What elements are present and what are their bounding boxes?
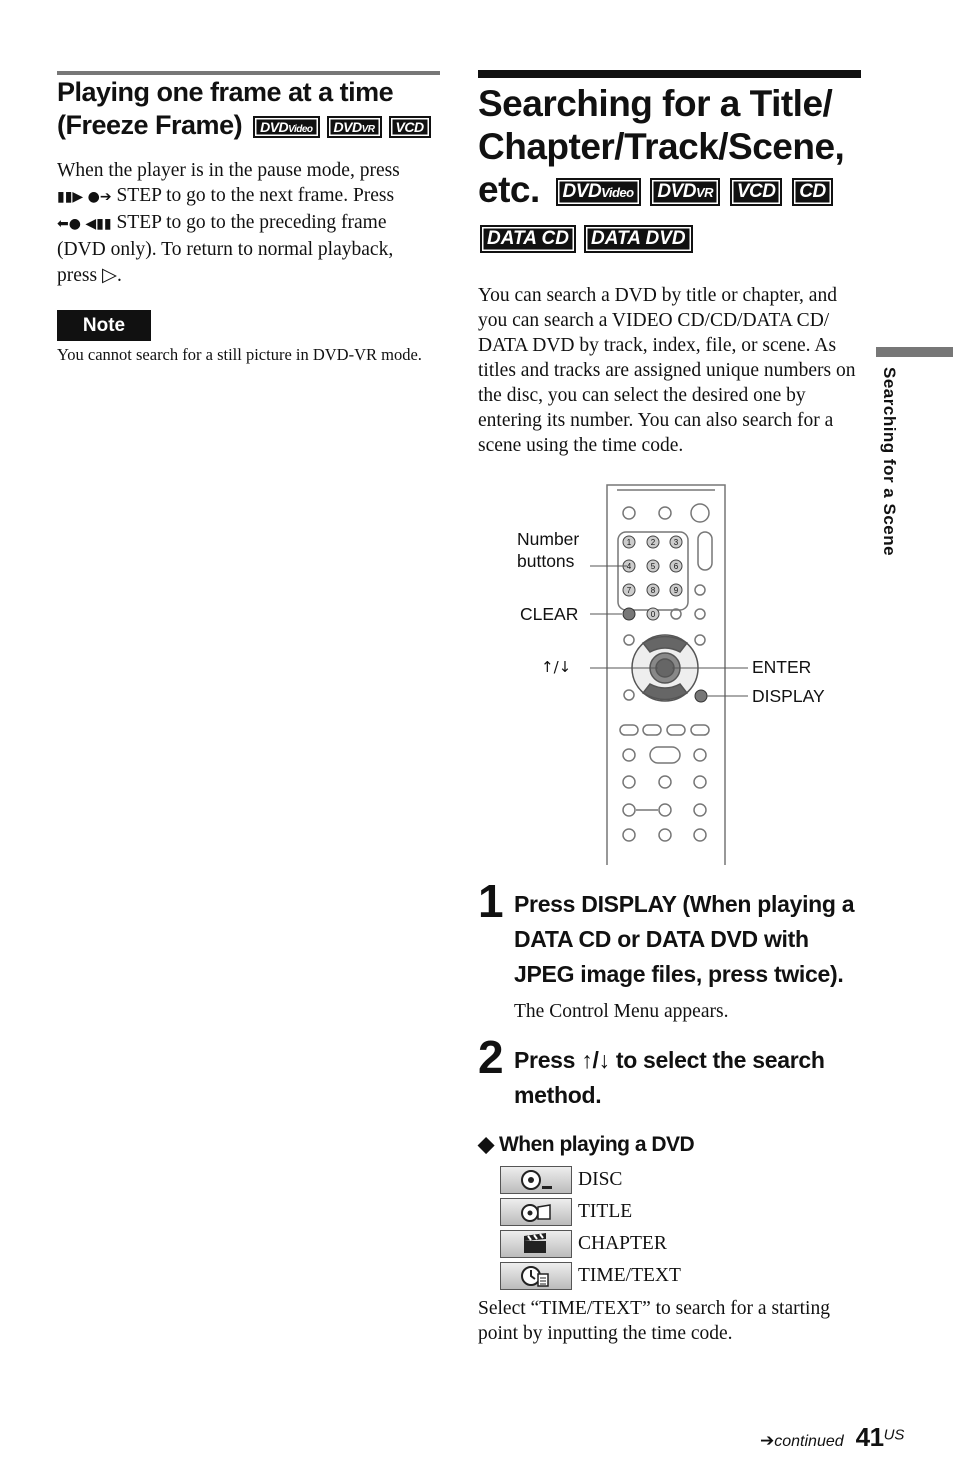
digit-label-8: 8 <box>650 586 656 595</box>
arrow-right-icon: ➔ <box>760 1431 775 1451</box>
note-label: Note <box>57 310 151 341</box>
left-section-rule <box>57 71 440 75</box>
step-1-heading: Press DISPLAY (When playing a DATA CD or DATA DVD with JPEG image files, press twice). <box>514 891 855 987</box>
vcd-badge: VCD <box>389 116 431 138</box>
number-buttons-label: Number buttons <box>517 529 580 571</box>
search-method-list <box>500 1164 681 1292</box>
title-icon <box>500 1198 572 1226</box>
dvd-section-footer: Select “TIME/TEXT” to search for a starting point by inputting the time code. <box>478 1298 830 1344</box>
side-tab-bar <box>876 347 953 357</box>
digit-label-1: 1 <box>626 538 632 547</box>
continued-label: continued <box>774 1433 844 1450</box>
side-tab-label: Searching for a Scene <box>880 367 899 557</box>
page-suffix: US <box>883 1426 905 1444</box>
updown-label: ↑/↓ <box>541 658 572 676</box>
time-text-icon <box>500 1262 572 1290</box>
page-footer <box>760 1422 904 1453</box>
step-1-body: The Control Menu appears. <box>514 1001 729 1022</box>
left-section-heading: Playing one frame at a time (Freeze Frame) DVDVideo DVDVR VCD <box>57 76 447 142</box>
dvd-section-title: ◆ When playing a DVD <box>478 1133 695 1156</box>
step-forward-icon: ▮▮▶ ●➔ <box>57 189 112 205</box>
vcd-badge: VCD <box>730 178 783 206</box>
digit-label-4: 4 <box>626 562 632 571</box>
power-buttons <box>623 504 709 522</box>
chapter-icon <box>500 1230 572 1258</box>
data-badges-row <box>480 225 693 253</box>
clear-label: CLEAR <box>520 604 579 624</box>
list-item: CHAPTER <box>500 1228 681 1260</box>
data-cd-badge: DATA CD <box>480 225 576 253</box>
digit-label-9: 9 <box>673 586 679 595</box>
digit-label-0: 0 <box>650 610 656 619</box>
freeze-frame-paragraph: When the player is in the pause mode, press ▮▮▶ ●➔ STEP to go to the next frame. Press ⬅● ◀▮▮ STEP to go to the preceding frame (DVD only). To return to normal playback, press ▷. <box>57 160 400 286</box>
disc-icon <box>500 1166 572 1194</box>
enter-label: ENTER <box>752 657 812 677</box>
clear-button <box>623 608 635 620</box>
cd-badge: CD <box>792 178 832 206</box>
step-back-icon: ⬅● ◀▮▮ <box>57 216 112 232</box>
dvd-video-badge: DVDVideo <box>556 178 641 206</box>
digit-label-7: 7 <box>626 586 632 595</box>
list-item: TIME/TEXT <box>500 1260 681 1292</box>
search-intro-paragraph: You can search a DVD by title or chapter, and you can search a VIDEO CD/CD/DATA CD/ DATA DVD by track, index, file, or scene. As titles and tracks are assigned unique numbers on the disc, you can select the desired one by entering its number. You can also search for a scene using the time code. <box>478 285 856 456</box>
note-text: You cannot search for a still picture in DVD-VR mode. <box>57 345 422 364</box>
digit-label-5: 5 <box>650 562 656 571</box>
display-label: DISPLAY <box>752 686 825 706</box>
digit-label-2: 2 <box>650 538 656 547</box>
right-section-heading: Searching for a Title/ Chapter/Track/Scene, etc. DVDVideo DVDVR VCD CD <box>478 83 845 210</box>
digit-label-3: 3 <box>673 538 679 547</box>
page-number: 41 <box>855 1422 884 1452</box>
step-2-number: 2 <box>478 1031 504 1083</box>
display-button <box>695 690 707 702</box>
data-dvd-badge: DATA DVD <box>584 225 693 253</box>
step-1-number: 1 <box>478 875 504 927</box>
dvd-video-badge: DVDVideo <box>253 116 319 138</box>
digit-label-6: 6 <box>673 562 679 571</box>
right-section-rule <box>478 70 861 78</box>
dvd-vr-badge: DVDVR <box>327 116 382 138</box>
step-2-heading: Press ↑/↓ to select the search method. <box>514 1047 825 1108</box>
list-item: DISC <box>500 1164 681 1196</box>
play-icon: ▷ <box>101 263 117 286</box>
dvd-vr-badge: DVDVR <box>650 178 720 206</box>
list-item: TITLE <box>500 1196 681 1228</box>
